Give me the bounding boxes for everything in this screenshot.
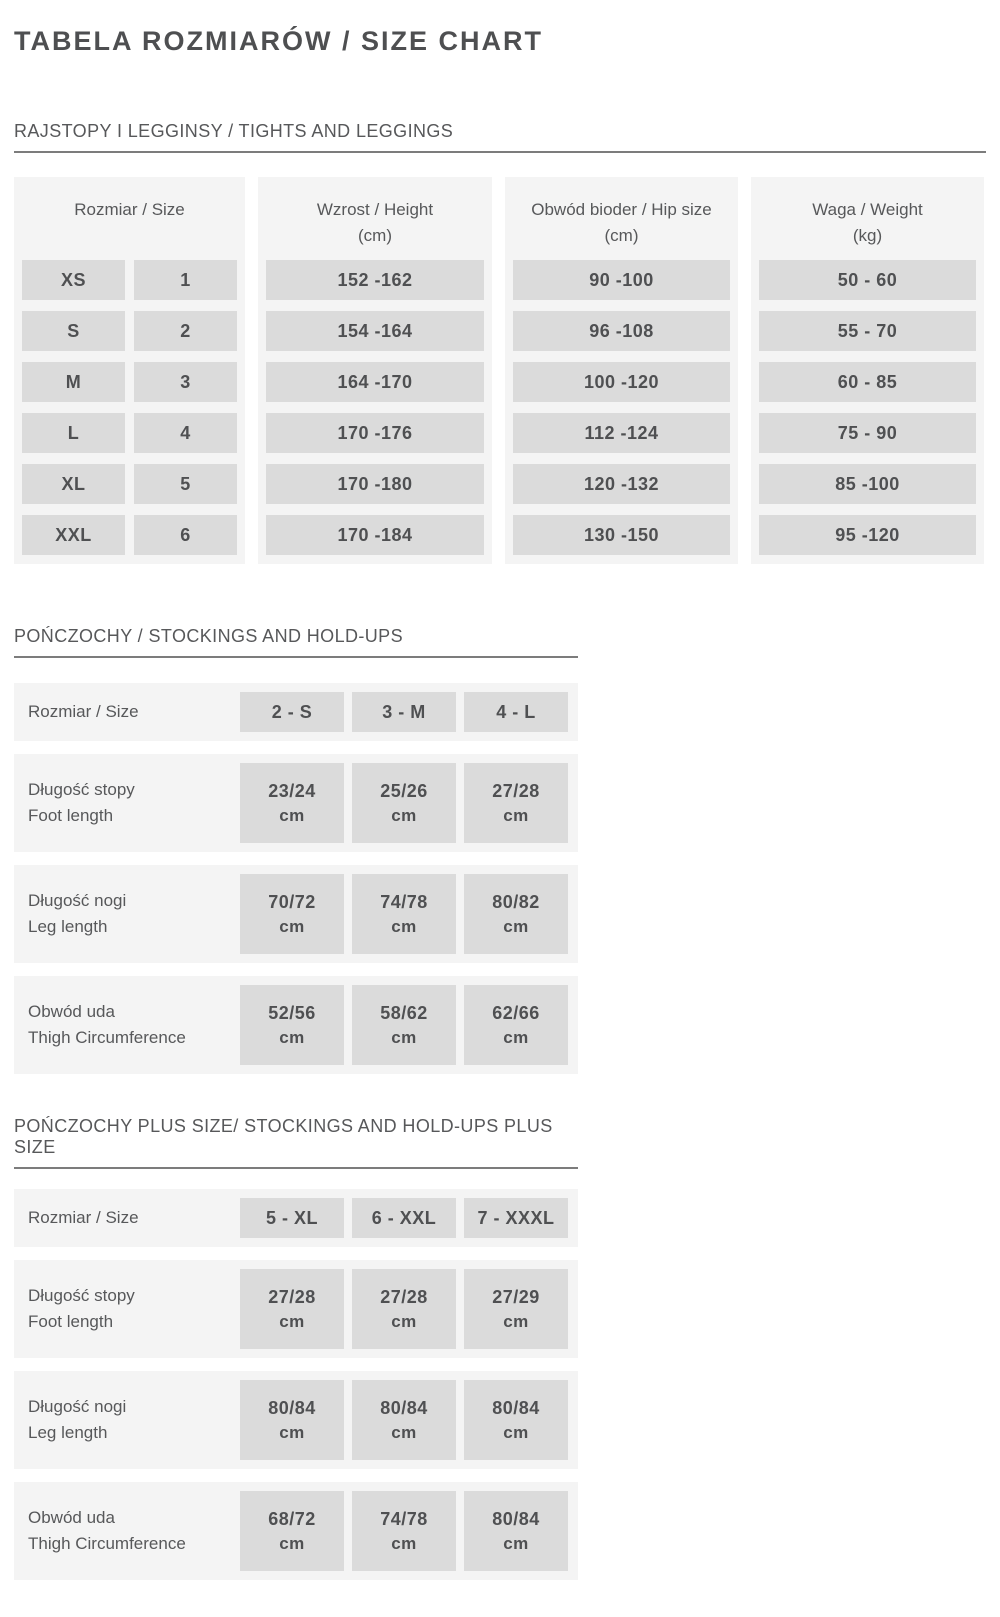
- hip-cell: 130 -150: [513, 515, 730, 555]
- measurement-value: 27/29: [492, 1286, 540, 1307]
- size-cell: 4 - L: [464, 692, 568, 732]
- size-number-cell: 6: [134, 515, 237, 555]
- measurement-unit: cm: [391, 1311, 417, 1331]
- height-cell: 170 -176: [266, 413, 484, 453]
- table-row: [759, 464, 976, 504]
- measurement-unit: cm: [279, 1422, 305, 1442]
- measurement-cell: [464, 1380, 568, 1460]
- table-row: [759, 260, 976, 300]
- measurement-unit: cm: [279, 916, 305, 936]
- measurement-value: 70/72: [268, 891, 316, 912]
- column-hip-size: [505, 177, 738, 564]
- measurement-cell: [464, 1491, 568, 1571]
- measurement-unit: cm: [279, 1311, 305, 1331]
- size-number-cell: 5: [134, 464, 237, 504]
- measurement-cell: [240, 1269, 344, 1349]
- row-label-pl: Długość nogi: [28, 890, 127, 910]
- column-header-height-line1: Wzrost / Height: [316, 200, 434, 219]
- row-values: [240, 763, 568, 843]
- row-label-pl: Długość stopy: [28, 779, 135, 799]
- measurement-cell: [352, 1380, 456, 1460]
- row-leg-length: [14, 1371, 578, 1469]
- row-thigh-circumference: [14, 976, 578, 1074]
- hip-cell: 120 -132: [513, 464, 730, 504]
- row-label-pl: Obwód uda: [28, 1001, 115, 1021]
- table-row: [22, 515, 237, 555]
- measurement-value: 58/62: [380, 1002, 428, 1023]
- measurement-cell: [352, 985, 456, 1065]
- row-values: [240, 1198, 568, 1238]
- table-row: [22, 362, 237, 402]
- row-leg-length: [14, 865, 578, 963]
- weight-cell: 95 -120: [759, 515, 976, 555]
- section-heading-tights: RAJSTOPY I LEGGINSY / TIGHTS AND LEGGINGS: [14, 121, 986, 153]
- measurement-value: 80/84: [492, 1397, 540, 1418]
- column-header-height-unit: (cm): [358, 225, 392, 245]
- weight-cell: 50 - 60: [759, 260, 976, 300]
- row-label-en: Leg length: [28, 1423, 108, 1442]
- table-row: [759, 311, 976, 351]
- size-number-cell: 4: [134, 413, 237, 453]
- size-letter-cell: S: [22, 311, 125, 351]
- hip-cell: 112 -124: [513, 413, 730, 453]
- height-cell: 154 -164: [266, 311, 484, 351]
- measurement-unit: cm: [391, 1533, 417, 1553]
- row-label-pl: Obwód uda: [28, 1507, 115, 1527]
- measurement-cell: [352, 1269, 456, 1349]
- row-thigh-circumference: [14, 1482, 578, 1580]
- row-label-size: Rozmiar / Size: [28, 1207, 139, 1227]
- size-letter-cell: XXL: [22, 515, 125, 555]
- measurement-cell: [464, 874, 568, 954]
- hip-cell: 96 -108: [513, 311, 730, 351]
- tights-table: [14, 177, 986, 564]
- weight-cell: 55 - 70: [759, 311, 976, 351]
- row-foot-length: [14, 754, 578, 852]
- weight-cell: 60 - 85: [759, 362, 976, 402]
- size-number-cell: 1: [134, 260, 237, 300]
- page-title: TABELA ROZMIARÓW / SIZE CHART: [14, 26, 543, 56]
- measurement-value: 80/84: [380, 1397, 428, 1418]
- row-label-pl: Długość stopy: [28, 1285, 135, 1305]
- hip-cell: 90 -100: [513, 260, 730, 300]
- measurement-unit: cm: [391, 1422, 417, 1442]
- measurement-value: 23/24: [268, 780, 316, 801]
- measurement-value: 25/26: [380, 780, 428, 801]
- table-row: [513, 362, 730, 402]
- row-label-pl: Długość nogi: [28, 1396, 127, 1416]
- measurement-unit: cm: [503, 805, 529, 825]
- measurement-value: 27/28: [492, 780, 540, 801]
- measurement-cell: [240, 874, 344, 954]
- row-values: [240, 1380, 568, 1460]
- measurement-unit: cm: [279, 805, 305, 825]
- column-weight: [751, 177, 984, 564]
- measurement-cell: [464, 1269, 568, 1349]
- column-header-weight-line1: Waga / Weight: [812, 200, 923, 219]
- measurement-cell: [240, 985, 344, 1065]
- measurement-unit: cm: [503, 1422, 529, 1442]
- row-values: [240, 1491, 568, 1571]
- row-label: [28, 1205, 240, 1231]
- height-cell: 152 -162: [266, 260, 484, 300]
- table-row: [513, 260, 730, 300]
- measurement-value: 27/28: [268, 1286, 316, 1307]
- row-label: [28, 699, 240, 725]
- size-letter-cell: M: [22, 362, 125, 402]
- height-cell: 170 -184: [266, 515, 484, 555]
- measurement-value: 62/66: [492, 1002, 540, 1023]
- table-row: [759, 515, 976, 555]
- section-heading-stockings: POŃCZOCHY / STOCKINGS AND HOLD-UPS: [14, 626, 578, 658]
- row-label: [28, 1505, 240, 1558]
- column-header-hip-unit: (cm): [604, 225, 639, 245]
- table-row: [22, 413, 237, 453]
- measurement-unit: cm: [503, 1311, 529, 1331]
- table-row: [22, 464, 237, 504]
- size-letter-cell: XS: [22, 260, 125, 300]
- measurement-value: 80/84: [492, 1508, 540, 1529]
- row-size: [14, 1189, 578, 1247]
- row-label-en: Thigh Circumference: [28, 1028, 186, 1047]
- table-row: [266, 464, 484, 504]
- measurement-value: 52/56: [268, 1002, 316, 1023]
- weight-cell: 85 -100: [759, 464, 976, 504]
- table-row: [22, 260, 237, 300]
- stockings-table: [14, 683, 986, 1074]
- column-header-weight-unit: (kg): [852, 225, 883, 245]
- column-header-size: [22, 177, 237, 249]
- row-label-en: Thigh Circumference: [28, 1534, 186, 1553]
- measurement-value: 68/72: [268, 1508, 316, 1529]
- size-cell: 7 - XXXL: [464, 1198, 568, 1238]
- measurement-cell: [352, 1491, 456, 1571]
- measurement-cell: [240, 763, 344, 843]
- measurement-value: 74/78: [380, 1508, 428, 1529]
- section-heading-stockings-plus: POŃCZOCHY PLUS SIZE/ STOCKINGS AND HOLD-UPS PLUS SIZE: [14, 1116, 578, 1169]
- hip-cell: 100 -120: [513, 362, 730, 402]
- size-number-cell: 3: [134, 362, 237, 402]
- measurement-cell: [240, 1380, 344, 1460]
- row-label: [28, 777, 240, 830]
- measurement-unit: cm: [503, 1027, 529, 1047]
- table-row: [513, 515, 730, 555]
- measurement-unit: cm: [503, 1533, 529, 1553]
- row-values: [240, 1269, 568, 1349]
- measurement-cell: [464, 763, 568, 843]
- table-row: [513, 464, 730, 504]
- row-values: [240, 985, 568, 1065]
- measurement-value: 80/82: [492, 891, 540, 912]
- measurement-cell: [352, 874, 456, 954]
- measurement-cell: [240, 1491, 344, 1571]
- row-label-en: Foot length: [28, 806, 114, 825]
- table-row: [266, 362, 484, 402]
- measurement-value: 80/84: [268, 1397, 316, 1418]
- table-row: [266, 311, 484, 351]
- measurement-cell: [352, 763, 456, 843]
- size-number-cell: 2: [134, 311, 237, 351]
- column-header-hip-size: [513, 177, 730, 249]
- size-chart-page: [14, 26, 986, 1580]
- row-label-size: Rozmiar / Size: [28, 701, 139, 721]
- table-row: [759, 362, 976, 402]
- table-row: [266, 515, 484, 555]
- row-foot-length: [14, 1260, 578, 1358]
- measurement-unit: cm: [279, 1533, 305, 1553]
- measurement-unit: cm: [391, 805, 417, 825]
- table-row: [759, 413, 976, 453]
- column-height: [258, 177, 492, 564]
- weight-cell: 75 - 90: [759, 413, 976, 453]
- table-row: [266, 260, 484, 300]
- measurement-unit: cm: [503, 916, 529, 936]
- size-letter-cell: L: [22, 413, 125, 453]
- measurement-value: 27/28: [380, 1286, 428, 1307]
- column-header-height: [266, 177, 484, 249]
- size-cell: 5 - XL: [240, 1198, 344, 1238]
- row-values: [240, 692, 568, 732]
- size-cell: 3 - M: [352, 692, 456, 732]
- column-header-hip-line1: Obwód bioder / Hip size: [531, 200, 712, 219]
- row-label-en: Leg length: [28, 917, 108, 936]
- table-row: [513, 413, 730, 453]
- measurement-cell: [464, 985, 568, 1065]
- measurement-unit: cm: [279, 1027, 305, 1047]
- row-label-en: Foot length: [28, 1312, 114, 1331]
- stockings-plus-table: [14, 1189, 986, 1580]
- size-cell: 2 - S: [240, 692, 344, 732]
- measurement-unit: cm: [391, 1027, 417, 1047]
- table-row: [513, 311, 730, 351]
- size-letter-cell: XL: [22, 464, 125, 504]
- row-size: [14, 683, 578, 741]
- row-label: [28, 888, 240, 941]
- size-cell: 6 - XXL: [352, 1198, 456, 1238]
- measurement-unit: cm: [391, 916, 417, 936]
- row-label: [28, 1394, 240, 1447]
- height-cell: 164 -170: [266, 362, 484, 402]
- height-cell: 170 -180: [266, 464, 484, 504]
- column-header-weight: [759, 177, 976, 249]
- row-label: [28, 1283, 240, 1336]
- row-values: [240, 874, 568, 954]
- measurement-value: 74/78: [380, 891, 428, 912]
- table-row: [266, 413, 484, 453]
- table-row: [22, 311, 237, 351]
- column-size: [14, 177, 245, 564]
- column-header-size-line1: Rozmiar / Size: [74, 200, 185, 219]
- row-label: [28, 999, 240, 1052]
